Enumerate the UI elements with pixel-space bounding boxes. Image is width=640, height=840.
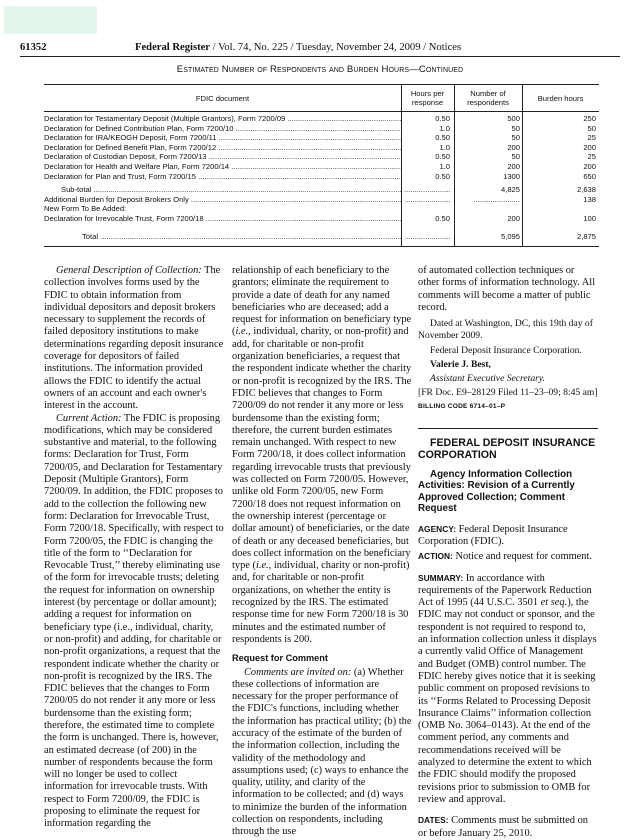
text-column-2 [232,265,412,839]
table-row: Declaration of Custodian Deposit, Form 7200/13 ..... 0.50 50 25 [44,152,599,162]
section-heading: Request for Comment [232,653,328,664]
table-row: Declaration for Irrevocable Trust, Form 7200/18 ..... 0.50 200 100 [44,214,599,224]
table-bottom-rule [44,246,599,247]
text-column-3 [418,265,598,840]
agency-heading: FEDERAL DEPOSIT INSURANCE CORPORATION [418,436,596,461]
dates-line: DATES: Comments must be submitted on or before January 25, 2010. [418,815,588,839]
text-column-1 [44,265,224,831]
corporation-line: Federal Deposit Insurance Corporation. [430,344,582,356]
paragraph: Comments are invited on: (a) Whether these collections of information are necessary for the proper performance of the FDIC's functions, including whether the information has practical utility; (b) the accuracy of the estimate of the burden of the information collection, including the validity of the methodology and assumptions used; (c) ways to enhance the quality, utility, and clarity of the information to be collected; and (d) ways to minimize the burden of the information collection on respondents, including through the use [232,666,412,838]
total-row: Total ..... ...................... 5,095 2,875 [44,232,599,242]
col-header-document: FDIC document [44,84,401,112]
publication-name: Federal Register [135,42,211,53]
table-row: Declaration for Health and Welfare Plan, Form 7200/14 ..... 1.0 200 200 [44,162,599,172]
action-line: ACTION: Notice and request for comment. [418,551,592,563]
fr-doc-line: [FR Doc. E9–28129 Filed 11–23–09; 8:45 am] [418,387,598,399]
table-row: Declaration for IRA/KEOGH Deposit, Form 7200/11 ..... 0.50 50 25 [44,133,599,143]
dated-line: Dated at Washington, DC, this 19th day of November 2009. [418,318,593,342]
signer-name: Valerie J. Best, [430,358,491,370]
col-header-hours: Hours per response [401,84,454,112]
additional-burden-row: Additional Burden for Deposit Brokers Only ..... ...................... ...................... 138 [44,195,599,205]
col-header-respondents: Number of respondents [454,84,522,112]
page-number: 61352 [20,42,47,53]
paragraph: relationship of each beneficiary to the grantors; eliminate the requirement to provide a date of death for any named beneficiaries who are deceased; add a request for information on beneficiary type (i.e., individual, charity, or non-profit) and add, for charitable or non-profit organization beneficiaries, a request that the respondent indicate whether the charity or non-profit is recognized by the IRS. The FDIC believes that changes to Form 7200/09 do not render it any more or less burdensome than the existing form; therefore, the current burden estimates remain unchanged. With respect to new Form 7200/18, it does collect information regarding irrevocable trusts that previously was collected on Form 7200/05. However, unlike old Form 7200/05, new Form 7200/18 does not request information on the ownership interest (percentage or dollar amount) of beneficiaries, or the date of death or any deceased beneficiaries, but does collect information on the beneficiary type (i.e., individual, charity or non-profit) and, for charitable or non-profit organizations, on whether the entity is recognized by the IRS. The estimated response time for new Form 7200/18 is 30 minutes and the estimated number of respondents is 200. [232,265,412,645]
page-header [20,42,620,53]
table-row: Declaration for Defined Contribution Plan, Form 7200/10 ..... 1.0 50 50 [44,124,599,134]
paragraph: of automated collection techniques or other forms of information technology. All comments will become a matter of public record. [418,265,596,313]
col-header-burden: Burden hours [522,84,599,112]
table-row: Declaration for Testamentary Deposit (Multiple Grantors), Form 7200/09 ..... 0.50 500 250 [44,114,599,124]
agency-line: AGENCY: Federal Deposit Insurance Corporation (FDIC). [418,523,568,547]
paragraph: Current Action: The FDIC is proposing modifications, which may be considered substantive and material, to the following forms: Declaration for Trust, Form 7200/05, and Declaration for Testamentary Deposit (Multiple Grantors), Form 7200/09. In addition, the FDIC proposes to add to the collection the following new form: Declaration for Irrevocable Trust, Form 7200/18. Specifically, with respect to Form 7200/05, the FDIC is changing the title of the form to ‘‘Declaration for Revocable Trust,’’ thereby eliminating use of the form for irrevocable trusts; deleting the request for information on ownership interest (by percentage or dollar amount); adding a request for information on beneficiary type (i.e., individual, charity, or non-profit) and adding, for charitable or non-profit organizations, a request that the respondent indicate whether the charity or non-profit is recognized by the IRS. The FDIC believes that the changes to Form 7200/05 do not render it any more or less burdensome than the existing form; therefore, the estimated time to complete the form is unchanged. There is, however, an estimated decrease (of 200) in the number of respondents because the form will no longer be used to collect information for irrevocable trusts. With respect to Form 7200/09, the FDIC is proposing to eliminate the request for information regarding the [44,412,224,830]
new-form-label-row: New Form To Be Added: [44,204,127,214]
table-title: Estimated Number of Respondents and Burden Hours—Continued [176,64,464,75]
summary-paragraph: SUMMARY: In accordance with requirements of the Paperwork Reduction Act of 1995 (44 U.S.C. 3501 et seq.), the FDIC may not conduct or sponsor, and the respondent is not required to respond to, an information collection unless it displays a currently valid Office of Management and Budget (OMB) control number. The FDIC hereby gives notice that it is seeking public comment on proposed revisions to its ‘‘Forms Related to Processing Deposit Insurance Claims’’ information collection (OMB No. 3064–0143). At the end of the comment period, any comments and recommendations received will be analyzed to determine the extent to which the FDIC should modify the proposed revisions prior to submission to OMB for review and approval. [418,572,597,805]
header-rule [20,56,620,57]
signer-title: Assistant Executive Secretary. [430,373,545,384]
table-row: Declaration for Defined Benefit Plan, Form 7200/12 ..... 1.0 200 200 [44,143,599,153]
highlight-marker [4,6,97,34]
subtotal-row: Sub-total ..... ...................... 4,825 2,638 [44,185,599,195]
billing-code: BILLING CODE 6714–01–P [418,403,506,411]
table-row: Declaration for Plan and Trust, Form 7200/15 ..... 0.50 1300 650 [44,172,599,182]
running-head [135,42,461,53]
paragraph: General Description of Collection: The collection involves forms used by the FDIC to obtain information from individual depositors and deposit brokers necessary to supplement the records of failed depository institutions to make determinations regarding deposit insurance coverage for depositors of failed institutions. The information provided allows the FDIC to identify the actual owners of an account and each owner's interest in the account. [44,265,224,412]
section-rule [418,428,598,429]
document-title: Agency Information Collection Activities: Revision of a Currently Approved Collection; Comment Request [418,468,575,515]
issue-details: / Vol. 74, No. 225 / Tuesday, November 24, 2009 / Notices [210,42,462,53]
